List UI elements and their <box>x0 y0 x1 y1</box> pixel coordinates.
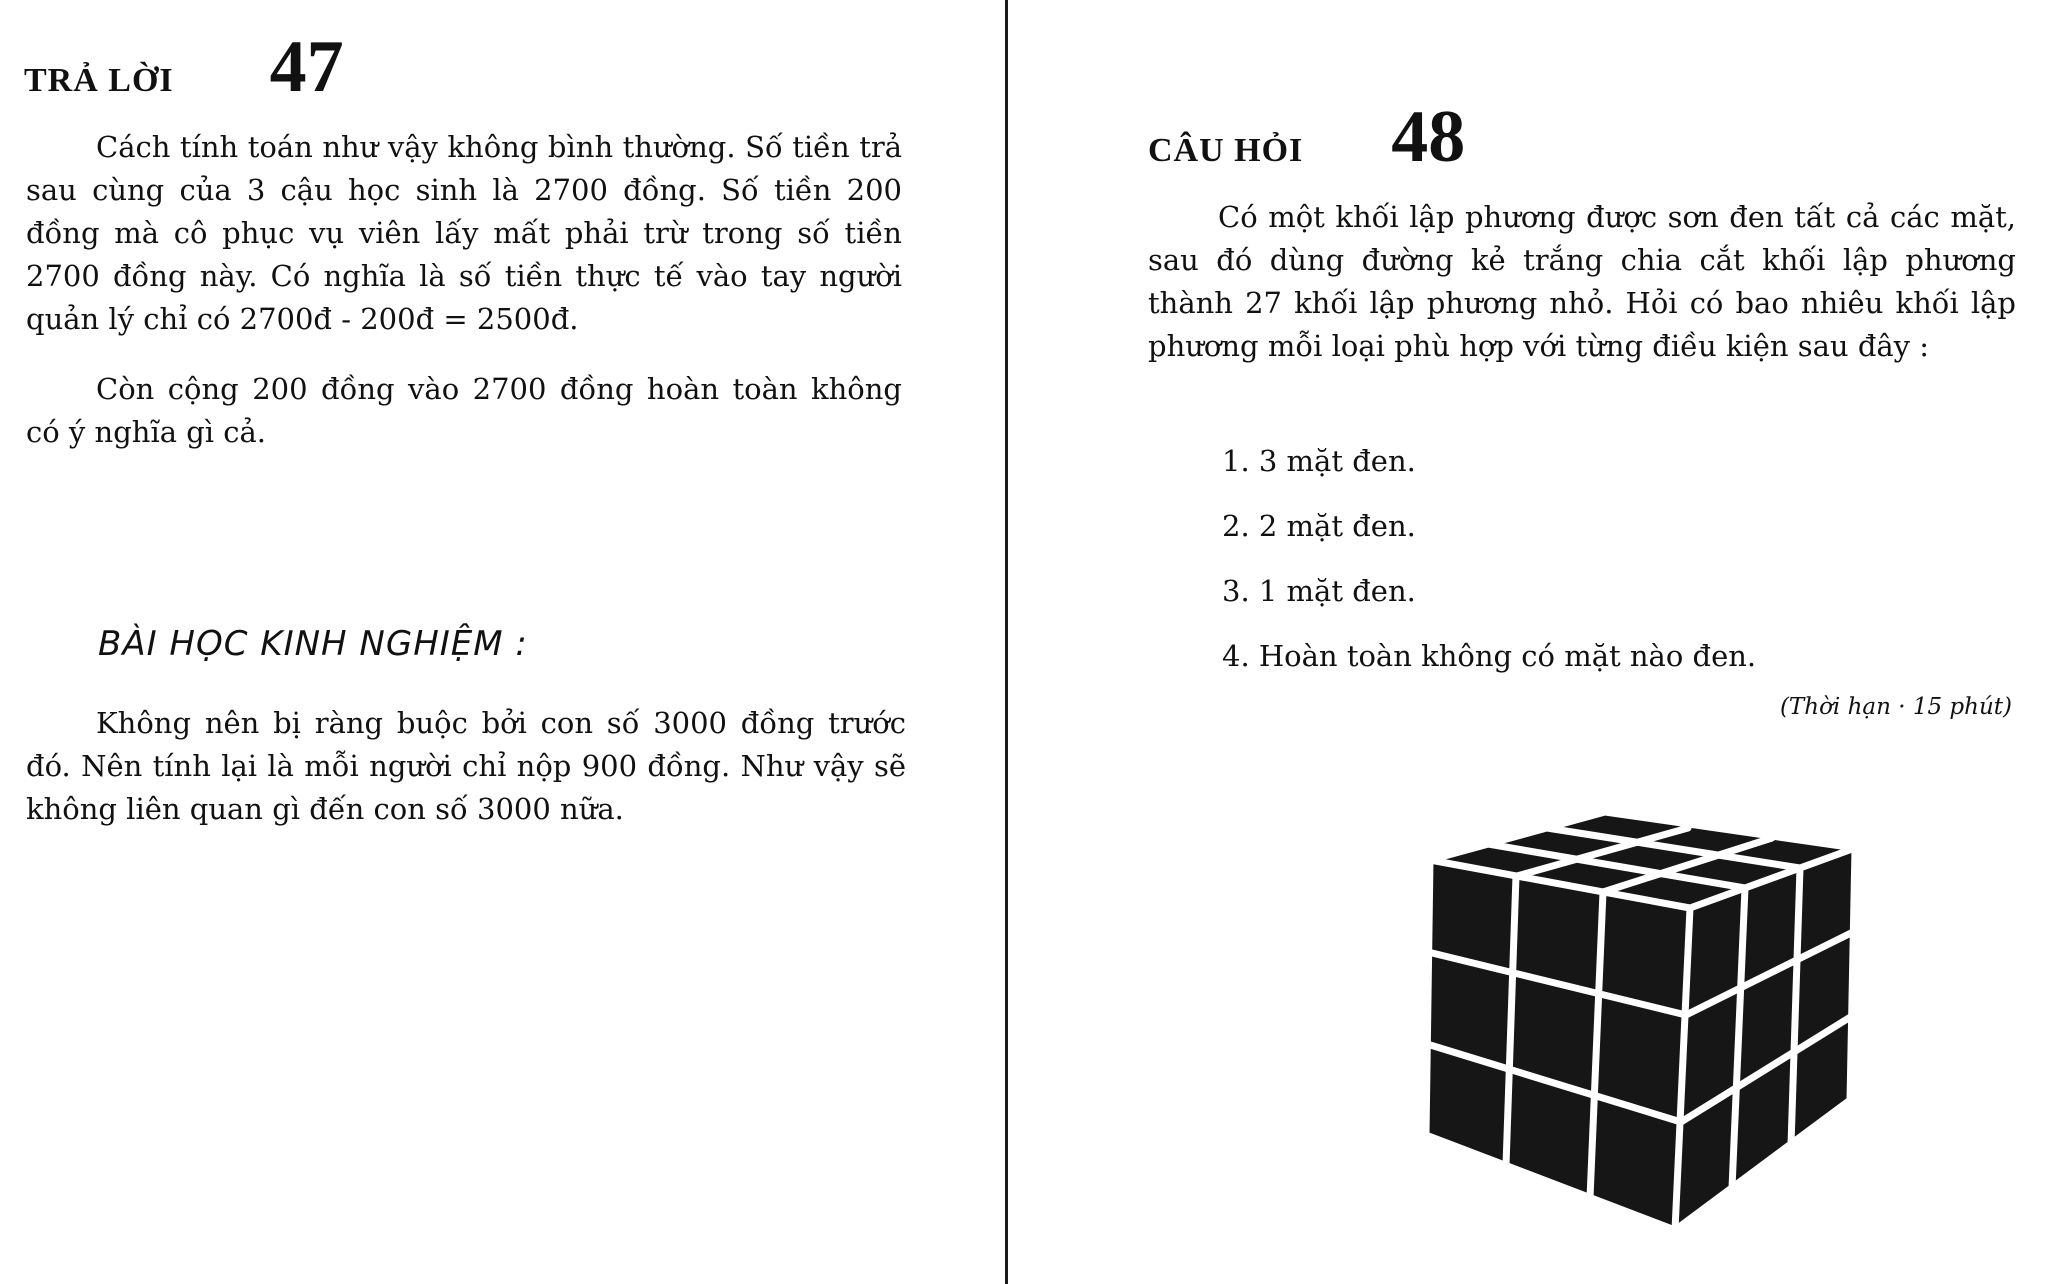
condition-item: 4. Hoàn toàn không có mặt nào đen. <box>1222 639 1757 673</box>
question-heading-word: CÂU HỎI <box>1148 132 1304 169</box>
answer-heading-word: TRẢ LỜI <box>24 62 174 99</box>
condition-item: 3. 1 mặt đen. <box>1222 574 1416 608</box>
left-page <box>0 0 1000 1284</box>
condition-item: 2. 2 mặt đen. <box>1222 509 1416 543</box>
time-limit: (Thời hạn · 15 phút) <box>1779 694 2012 720</box>
answer-heading <box>24 26 344 108</box>
lesson-title: BÀI HỌC KINH NGHIỆM : <box>98 624 528 664</box>
answer-number: 47 <box>269 26 344 108</box>
answer-paragraph-2: Còn cộng 200 đồng vào 2700 đồng hoàn toàn không có ý nghĩa gì cả. <box>26 372 902 449</box>
lesson-text: Không nên bị ràng buộc bởi con số 3000 đồng trước đó. Nên tính lại là mỗi người chỉ nộp 900 đồng. Như vậy sẽ không liên quan gì đến con số 3000 nữa. <box>26 706 906 826</box>
answer-paragraph-1: Cách tính toán như vậy không bình thường. Số tiền trả sau cùng của 3 cậu học sinh là 2700 đồng. Số tiền 200 đồng mà cô phục vụ viên lấy mất phải trừ trong số tiền 2700 đồng này. Có nghĩa là số tiền thực tế vào tay người quản lý chỉ có 2700đ - 200đ = 2500đ. <box>26 130 902 336</box>
book-spine <box>1005 0 1008 1284</box>
question-number: 48 <box>1391 96 1466 178</box>
cube-left-face <box>1426 860 1690 1230</box>
question-heading <box>1148 96 1466 178</box>
condition-item: 1. 3 mặt đen. <box>1222 444 1416 478</box>
condition-list <box>1222 440 1756 700</box>
rubik-cube-icon <box>1410 800 1860 1240</box>
question-text: Có một khối lập phương được sơn đen tất cả các mặt, sau đó dùng đường kẻ trắng chia cắt khối lập phương thành 27 khối lập phương nhỏ. Hỏi có bao nhiêu khối lập phương mỗi loại phù hợp với từng điều kiện sau đây : <box>1148 200 2016 363</box>
